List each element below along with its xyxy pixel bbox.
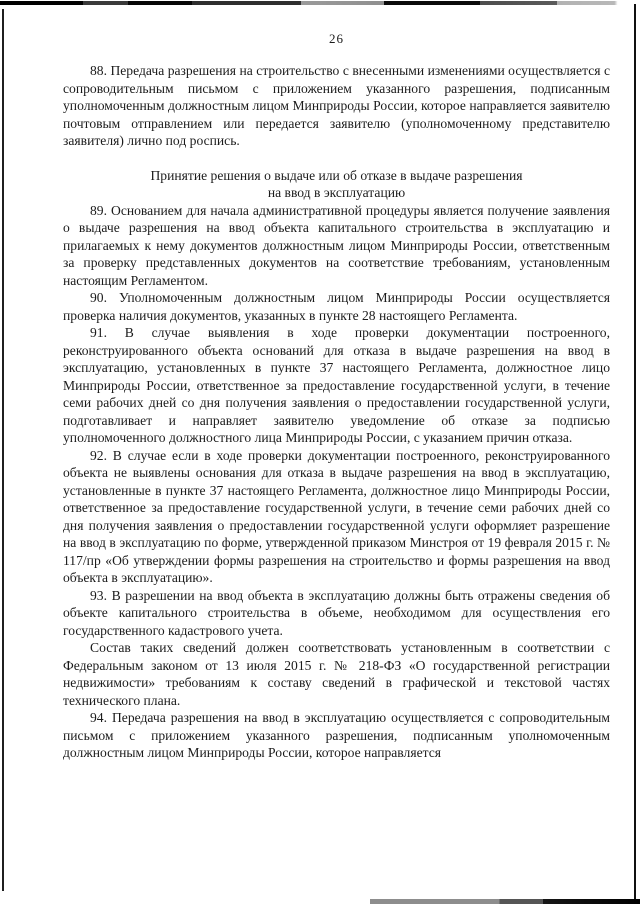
scan-edge-left (2, 9, 4, 891)
paragraph-90: 90. Уполномоченным должностным лицом Минприроды России осуществляется проверка наличия документов, указанных в пункте 28 настоящего Регламента. (63, 290, 610, 323)
section-heading-line-2: на ввод в эксплуатацию (267, 185, 406, 200)
section-heading-line-1: Принятие решения о выдаче или об отказе в выдаче разрешения (150, 167, 523, 183)
paragraph-89: 89. Основанием для начала административной процедуры является получение заявления о выдаче разрешения на ввод объекта капитального строительства в эксплуатацию и прилагаемых к нему документов должностным лицом Минприроды России, ответственным за проверку представленных документов на соответствие требованиям, установленным настоящим Регламентом. (63, 202, 610, 288)
section-heading (63, 167, 610, 202)
paragraph-93: 93. В разрешении на ввод объекта в эксплуатацию должны быть отражены сведения об объекте капитального строительства в объеме, необходимом для осуществления его государственного кадастрового учета. (63, 587, 610, 638)
page-content (63, 31, 610, 762)
paragraph-93-continuation: Состав таких сведений должен соответствовать установленным в соответствии с Федеральным законом от 13 июля 2015 г. № 218-ФЗ «О государственной регистрации недвижимости» требованиям к составу сведений в графической и текстовой частях технического плана. (63, 640, 610, 708)
scan-edge-top (0, 1, 640, 5)
scan-edge-bottom (370, 899, 640, 904)
scan-edge-right (634, 4, 636, 899)
page-number: 26 (329, 31, 344, 46)
paragraph-91: 91. В случае выявления в ходе проверки документации построенного, реконструированного объекта оснований для отказа в выдаче разрешения на ввод в эксплуатацию, установленных в пункте 37 настоящего Регламента, должностное лицо Минприроды России, ответственное за предоставление государственной услуги, в течение семи рабочих дней со дня получения заявления о предоставлении государственной услуги, подготавливает и направляет заявителю уведомление об отказе за подписью уполномоченного должностного лица Минприроды России, с указанием причин отказа. (63, 325, 610, 445)
paragraph-88: 88. Передача разрешения на строительство с внесенными изменениями осуществляется с сопроводительным письмом с приложением указанного разрешения, подписанным уполномоченным должностным лицом Минприроды России, которое направляется заявителю почтовым отправлением или передается заявителю (уполномоченному представителю заявителя) лично под роспись. (63, 63, 610, 148)
paragraph-92: 92. В случае если в ходе проверки документации построенного, реконструированного объекта не выявлены основания для отказа в выдаче разрешения на ввод в эксплуатацию, установленные в пункте 37 настоящего Регламента, должностное лицо Минприроды России, ответственное за предоставление государственной услуги, в течение семи рабочих дней со дня получения заявления о предоставлении государственной услуги оформляет разрешение на ввод в эксплуатацию по форме, утвержденной приказом Минстроя от 19 февраля 2015 г. № 117/пр «Об утверждении формы разрешения на строительство и формы разрешения на ввод объекта в эксплуатацию». (63, 447, 610, 585)
paragraph-94: 94. Передача разрешения на ввод в эксплуатацию осуществляется с сопроводительным письмом с приложением указанного разрешения, подписанным уполномоченным должностным лицом Минприроды России, которое направляется (63, 710, 610, 760)
